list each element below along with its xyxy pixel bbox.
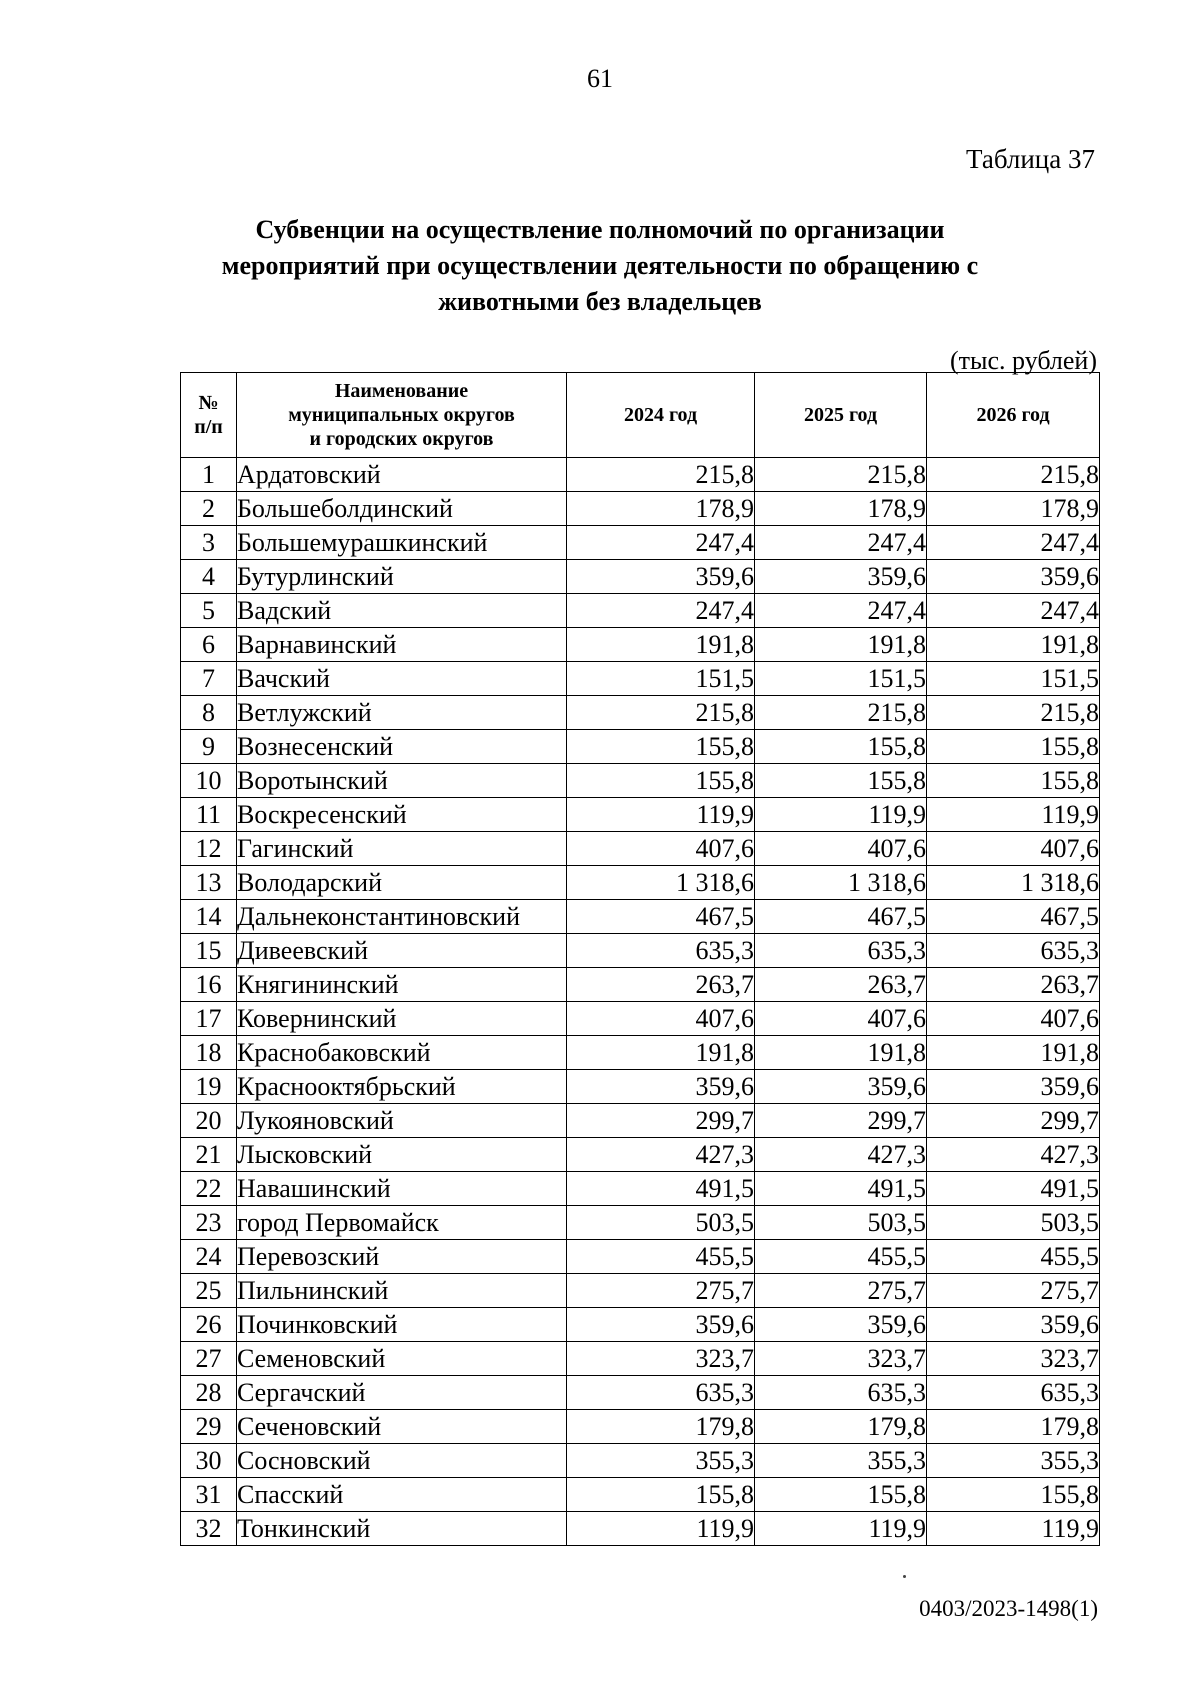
table-row	[181, 832, 1100, 866]
value-2025: 155,8	[755, 1478, 927, 1512]
table-label: Таблица 37	[966, 144, 1095, 174]
value-2025: 151,5	[755, 662, 927, 696]
value-2024: 467,5	[567, 900, 755, 934]
value-2024: 359,6	[567, 1308, 755, 1342]
value-2025: 359,6	[755, 560, 927, 594]
table-row	[181, 662, 1100, 696]
value-2026: 247,4	[927, 526, 1100, 560]
table-row	[181, 934, 1100, 968]
value-2026: 359,6	[927, 1308, 1100, 1342]
value-2025: 491,5	[755, 1172, 927, 1206]
table-header-row	[181, 373, 1100, 458]
table-row	[181, 1172, 1100, 1206]
header-name	[237, 373, 567, 458]
value-2024: 179,8	[567, 1410, 755, 1444]
value-2024: 119,9	[567, 798, 755, 832]
value-2026: 155,8	[927, 730, 1100, 764]
title-line: мероприятий при осуществлении деятельности по обращению с	[221, 251, 979, 280]
row-number: 19	[181, 1070, 237, 1104]
district-name: Краснобаковский	[237, 1036, 567, 1070]
table-row	[181, 866, 1100, 900]
district-name: город Первомайск	[237, 1206, 567, 1240]
table-row	[181, 526, 1100, 560]
value-2024: 275,7	[567, 1274, 755, 1308]
table-row	[181, 1070, 1100, 1104]
value-2025: 191,8	[755, 628, 927, 662]
value-2024: 155,8	[567, 1478, 755, 1512]
value-2024: 155,8	[567, 730, 755, 764]
row-number: 10	[181, 764, 237, 798]
district-name: Варнавинский	[237, 628, 567, 662]
district-name: Ковернинский	[237, 1002, 567, 1036]
row-number: 3	[181, 526, 237, 560]
table-row	[181, 798, 1100, 832]
value-2026: 299,7	[927, 1104, 1100, 1138]
subventions-table	[180, 372, 1100, 1546]
header-number-line: п/п	[194, 416, 223, 438]
value-2025: 1 318,6	[755, 866, 927, 900]
value-2026: 247,4	[927, 594, 1100, 628]
table-row	[181, 900, 1100, 934]
table-row	[181, 1274, 1100, 1308]
district-name: Большеболдинский	[237, 492, 567, 526]
value-2026: 155,8	[927, 1478, 1100, 1512]
district-name: Дальнеконстантиновский	[237, 900, 567, 934]
row-number: 18	[181, 1036, 237, 1070]
row-number: 25	[181, 1274, 237, 1308]
value-2024: 178,9	[567, 492, 755, 526]
value-2024: 503,5	[567, 1206, 755, 1240]
district-name: Семеновский	[237, 1342, 567, 1376]
value-2025: 215,8	[755, 458, 927, 492]
value-2026: 179,8	[927, 1410, 1100, 1444]
row-number: 16	[181, 968, 237, 1002]
value-2025: 407,6	[755, 1002, 927, 1036]
row-number: 28	[181, 1376, 237, 1410]
value-2026: 635,3	[927, 934, 1100, 968]
row-number: 12	[181, 832, 237, 866]
district-name: Пильнинский	[237, 1274, 567, 1308]
header-2026: 2026 год	[927, 373, 1100, 458]
table-row	[181, 1206, 1100, 1240]
district-name: Володарский	[237, 866, 567, 900]
table-row	[181, 968, 1100, 1002]
table-row	[181, 1240, 1100, 1274]
value-2024: 247,4	[567, 526, 755, 560]
value-2026: 359,6	[927, 1070, 1100, 1104]
value-2025: 359,6	[755, 1070, 927, 1104]
value-2026: 323,7	[927, 1342, 1100, 1376]
table-row	[181, 1444, 1100, 1478]
title-line: животными без владельцев	[438, 287, 762, 316]
page-number: 61	[587, 64, 613, 93]
district-name: Дивеевский	[237, 934, 567, 968]
header-name-line: муниципальных округов	[288, 404, 515, 426]
document-code: 0403/2023-1498(1)	[919, 1596, 1098, 1621]
value-2026: 178,9	[927, 492, 1100, 526]
value-2024: 635,3	[567, 1376, 755, 1410]
district-name: Лукояновский	[237, 1104, 567, 1138]
value-2024: 155,8	[567, 764, 755, 798]
value-2025: 191,8	[755, 1036, 927, 1070]
value-2025: 455,5	[755, 1240, 927, 1274]
value-2024: 151,5	[567, 662, 755, 696]
value-2025: 275,7	[755, 1274, 927, 1308]
value-2026: 467,5	[927, 900, 1100, 934]
district-name: Краснооктябрьский	[237, 1070, 567, 1104]
row-number: 15	[181, 934, 237, 968]
value-2024: 191,8	[567, 628, 755, 662]
value-2024: 359,6	[567, 1070, 755, 1104]
header-number-line: №	[198, 392, 219, 414]
value-2025: 215,8	[755, 696, 927, 730]
units-label: (тыс. рублей)	[949, 346, 1097, 375]
value-2025: 119,9	[755, 1512, 927, 1546]
table-row	[181, 1308, 1100, 1342]
value-2024: 215,8	[567, 696, 755, 730]
value-2024: 299,7	[567, 1104, 755, 1138]
table-body	[181, 458, 1100, 1546]
value-2024: 263,7	[567, 968, 755, 1002]
value-2025: 119,9	[755, 798, 927, 832]
value-2025: 359,6	[755, 1308, 927, 1342]
value-2025: 503,5	[755, 1206, 927, 1240]
header-name-line: и городских округов	[309, 428, 494, 450]
value-2024: 491,5	[567, 1172, 755, 1206]
value-2024: 215,8	[567, 458, 755, 492]
value-2024: 407,6	[567, 832, 755, 866]
value-2025: 467,5	[755, 900, 927, 934]
value-2026: 275,7	[927, 1274, 1100, 1308]
value-2026: 355,3	[927, 1444, 1100, 1478]
district-name: Вознесенский	[237, 730, 567, 764]
row-number: 23	[181, 1206, 237, 1240]
table-row	[181, 594, 1100, 628]
table-row	[181, 1478, 1100, 1512]
value-2024: 455,5	[567, 1240, 755, 1274]
row-number: 11	[181, 798, 237, 832]
row-number: 30	[181, 1444, 237, 1478]
district-name: Лысковский	[237, 1138, 567, 1172]
row-number: 27	[181, 1342, 237, 1376]
district-name: Бутурлинский	[237, 560, 567, 594]
value-2026: 191,8	[927, 1036, 1100, 1070]
value-2025: 155,8	[755, 764, 927, 798]
district-name: Сергачский	[237, 1376, 567, 1410]
value-2026: 119,9	[927, 798, 1100, 832]
value-2024: 359,6	[567, 560, 755, 594]
table-row	[181, 1512, 1100, 1546]
value-2024: 407,6	[567, 1002, 755, 1036]
value-2026: 407,6	[927, 1002, 1100, 1036]
row-number: 2	[181, 492, 237, 526]
row-number: 26	[181, 1308, 237, 1342]
value-2025: 635,3	[755, 934, 927, 968]
value-2026: 503,5	[927, 1206, 1100, 1240]
document-title	[140, 212, 1060, 320]
table-row	[181, 1138, 1100, 1172]
row-number: 8	[181, 696, 237, 730]
district-name: Тонкинский	[237, 1512, 567, 1546]
table-row	[181, 1376, 1100, 1410]
district-name: Спасский	[237, 1478, 567, 1512]
row-number: 14	[181, 900, 237, 934]
value-2025: 355,3	[755, 1444, 927, 1478]
row-number: 9	[181, 730, 237, 764]
table-row	[181, 730, 1100, 764]
header-2025: 2025 год	[755, 373, 927, 458]
value-2024: 355,3	[567, 1444, 755, 1478]
header-2024: 2024 год	[567, 373, 755, 458]
row-number: 1	[181, 458, 237, 492]
value-2025: 407,6	[755, 832, 927, 866]
row-number: 21	[181, 1138, 237, 1172]
row-number: 17	[181, 1002, 237, 1036]
value-2025: 299,7	[755, 1104, 927, 1138]
value-2025: 427,3	[755, 1138, 927, 1172]
value-2025: 247,4	[755, 526, 927, 560]
row-number: 13	[181, 866, 237, 900]
district-name: Сеченовский	[237, 1410, 567, 1444]
row-number: 31	[181, 1478, 237, 1512]
row-number: 24	[181, 1240, 237, 1274]
value-2024: 635,3	[567, 934, 755, 968]
value-2026: 407,6	[927, 832, 1100, 866]
value-2026: 191,8	[927, 628, 1100, 662]
table-row	[181, 458, 1100, 492]
value-2024: 427,3	[567, 1138, 755, 1172]
value-2026: 215,8	[927, 696, 1100, 730]
row-number: 5	[181, 594, 237, 628]
value-2024: 247,4	[567, 594, 755, 628]
value-2026: 151,5	[927, 662, 1100, 696]
value-2025: 263,7	[755, 968, 927, 1002]
district-name: Большемурашкинский	[237, 526, 567, 560]
value-2025: 323,7	[755, 1342, 927, 1376]
row-number: 29	[181, 1410, 237, 1444]
value-2025: 155,8	[755, 730, 927, 764]
district-name: Сосновский	[237, 1444, 567, 1478]
district-name: Навашинский	[237, 1172, 567, 1206]
header-number	[181, 373, 237, 458]
district-name: Воротынский	[237, 764, 567, 798]
table-row	[181, 1410, 1100, 1444]
value-2025: 179,8	[755, 1410, 927, 1444]
value-2024: 191,8	[567, 1036, 755, 1070]
title-line: Субвенции на осуществление полномочий по организации	[255, 215, 945, 244]
district-name: Княгининский	[237, 968, 567, 1002]
table-row	[181, 560, 1100, 594]
value-2024: 323,7	[567, 1342, 755, 1376]
row-number: 6	[181, 628, 237, 662]
row-number: 4	[181, 560, 237, 594]
value-2026: 263,7	[927, 968, 1100, 1002]
district-name: Ветлужский	[237, 696, 567, 730]
table-row	[181, 1002, 1100, 1036]
table-row	[181, 492, 1100, 526]
row-number: 22	[181, 1172, 237, 1206]
value-2026: 155,8	[927, 764, 1100, 798]
value-2026: 119,9	[927, 1512, 1100, 1546]
table-row	[181, 764, 1100, 798]
value-2026: 359,6	[927, 560, 1100, 594]
row-number: 20	[181, 1104, 237, 1138]
value-2025: 635,3	[755, 1376, 927, 1410]
table-row	[181, 628, 1100, 662]
table-row	[181, 696, 1100, 730]
district-name: Вачский	[237, 662, 567, 696]
table-row	[181, 1342, 1100, 1376]
district-name: Перевозский	[237, 1240, 567, 1274]
value-2026: 491,5	[927, 1172, 1100, 1206]
district-name: Вадский	[237, 594, 567, 628]
row-number: 32	[181, 1512, 237, 1546]
value-2024: 119,9	[567, 1512, 755, 1546]
value-2024: 1 318,6	[567, 866, 755, 900]
row-number: 7	[181, 662, 237, 696]
district-name: Ардатовский	[237, 458, 567, 492]
district-name: Починковский	[237, 1308, 567, 1342]
value-2025: 247,4	[755, 594, 927, 628]
value-2025: 178,9	[755, 492, 927, 526]
table-row	[181, 1036, 1100, 1070]
value-2026: 1 318,6	[927, 866, 1100, 900]
scan-speck	[903, 1575, 906, 1578]
value-2026: 635,3	[927, 1376, 1100, 1410]
value-2026: 455,5	[927, 1240, 1100, 1274]
value-2026: 215,8	[927, 458, 1100, 492]
value-2026: 427,3	[927, 1138, 1100, 1172]
header-name-line: Наименование	[334, 380, 469, 402]
district-name: Гагинский	[237, 832, 567, 866]
district-name: Воскресенский	[237, 798, 567, 832]
table-row	[181, 1104, 1100, 1138]
